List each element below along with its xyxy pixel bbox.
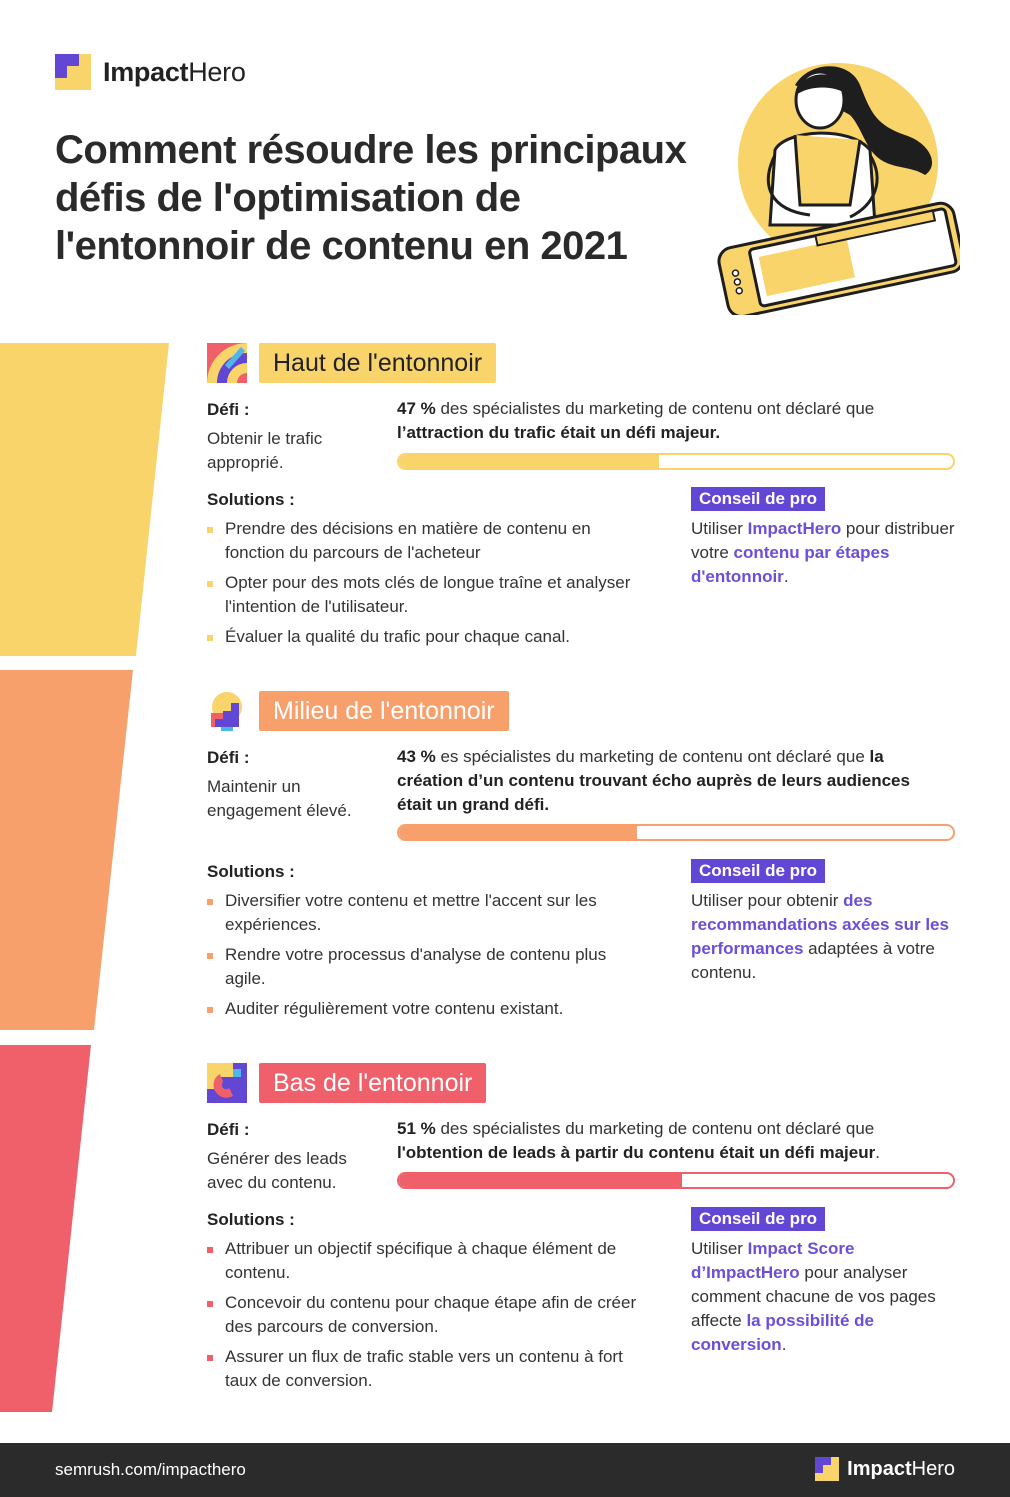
section-header [207, 691, 509, 731]
footer [0, 1443, 1010, 1497]
list-item [207, 517, 637, 565]
bullet-icon [207, 1355, 213, 1361]
stat-emphasis: l'obtention de leads à partir du contenu était un défi majeur [397, 1143, 876, 1162]
logo-text: ImpactHero [103, 56, 246, 87]
pro-tip-badge: Conseil de pro [691, 1207, 825, 1231]
list-item [207, 997, 637, 1021]
solutions-label: Solutions : [207, 1210, 295, 1229]
list-item-text: Diversifier votre contenu et mettre l'accent sur les expériences. [225, 891, 597, 934]
title-line: défis de l'optimisation de [55, 176, 521, 220]
funnel-middle-segment [0, 670, 133, 1030]
section-header [207, 343, 496, 383]
page-title [55, 126, 715, 270]
stat-body: es spécialistes du marketing de contenu ont déclaré que [435, 747, 870, 766]
pro-tip-badge: Conseil de pro [691, 487, 825, 511]
stat-percent: 51 % [397, 1119, 436, 1138]
list-item-text: Opter pour des mots clés de longue traîne et analyser l'intention de l'utilisateur. [225, 573, 631, 616]
defi-text: Obtenir le trafic approprié. [207, 429, 323, 472]
stat-end: . [875, 1143, 880, 1162]
list-item [207, 1237, 637, 1285]
footer-logo-text: ImpactHero [847, 1457, 955, 1480]
pro-tip-segment: adaptées à votre contenu. [691, 939, 935, 982]
pro-tip-segment: Utiliser pour obtenir [691, 891, 844, 910]
bullet-icon [207, 1247, 213, 1253]
defi-label: Défi : [207, 1120, 250, 1139]
pro-tip-text [691, 889, 961, 985]
lightbulb-icon [207, 691, 247, 731]
impacthero-logo-icon [55, 54, 91, 90]
target-arrow-icon [207, 343, 247, 383]
list-item-text: Évaluer la qualité du trafic pour chaque canal. [225, 627, 570, 646]
defi-label: Défi : [207, 400, 250, 419]
pro-tip-segment: . [783, 567, 789, 586]
funnel-top-segment [0, 343, 169, 656]
list-item [207, 943, 637, 991]
magnet-icon [207, 1063, 247, 1103]
section-header [207, 1063, 486, 1103]
list-item-text: Auditer régulièrement votre contenu existant. [225, 999, 564, 1018]
woman-measuring-phone-illustration [700, 55, 960, 315]
stat-text [397, 397, 957, 445]
pro-tip-link[interactable]: ImpactHero [747, 519, 842, 538]
bullet-icon [207, 527, 213, 533]
bullet-icon [207, 581, 213, 587]
title-line: l'entonnoir de contenu en 2021 [55, 224, 628, 268]
stat-emphasis: la création d’un contenu trouvant écho auprès de leurs audiences était un grand défi. [397, 747, 910, 814]
pro-tip-link[interactable]: contenu par étapes d'entonnoir [691, 543, 890, 586]
defi-label: Défi : [207, 748, 250, 767]
stat-percent: 47 % [397, 399, 436, 418]
pro-tip-segment: . [781, 1335, 787, 1354]
footer-logo[interactable] [815, 1457, 955, 1481]
pro-tip-segment: Utiliser [691, 519, 748, 538]
list-item [207, 889, 637, 937]
pro-tip-text [691, 1237, 961, 1357]
solutions-label: Solutions : [207, 490, 295, 509]
title-line: Comment résoudre les principaux [55, 128, 687, 172]
progress-fill [399, 826, 637, 839]
bullet-icon [207, 1301, 213, 1307]
list-item [207, 571, 637, 619]
stat-text [397, 1117, 942, 1165]
funnel-bottom-segment [0, 1045, 91, 1412]
stat-percent: 43 % [397, 747, 436, 766]
list-item-text: Prendre des décisions en matière de contenu en fonction du parcours de l'acheteur [225, 519, 591, 562]
progress-fill [399, 1174, 682, 1187]
pro-tip-link[interactable]: des recommandations axées sur les performances [691, 891, 949, 958]
progress-fill [399, 455, 659, 468]
list-item [207, 1291, 637, 1339]
defi-text: Maintenir un engagement élevé. [207, 777, 352, 820]
list-item [207, 625, 637, 649]
section-heading: Haut de l'entonnoir [259, 343, 496, 383]
pro-tip-segment: pour distribuer votre [691, 519, 955, 562]
pro-tip-badge: Conseil de pro [691, 859, 825, 883]
footer-url-link[interactable]: semrush.com/impacthero [55, 1460, 246, 1479]
pro-tip-link[interactable]: Impact Score d’ImpactHero [691, 1239, 855, 1282]
bullet-icon [207, 953, 213, 959]
stat-emphasis: l’attraction du trafic était un défi majeur. [397, 423, 721, 442]
progress-bar [397, 824, 955, 841]
list-item-text: Rendre votre processus d'analyse de contenu plus agile. [225, 945, 607, 988]
stat-body: des spécialistes du marketing de contenu ont déclaré que [435, 399, 875, 418]
list-item-text: Attribuer un objectif spécifique à chaque élément de contenu. [225, 1239, 617, 1282]
stat-text [397, 745, 927, 817]
section-heading: Bas de l'entonnoir [259, 1063, 486, 1103]
defi-text: Générer des leads avec du contenu. [207, 1149, 347, 1192]
pro-tip-segment: pour analyser comment chacune de vos pages affecte [691, 1263, 936, 1330]
progress-bar [397, 453, 955, 470]
bullet-icon [207, 899, 213, 905]
list-item [207, 1345, 637, 1393]
pro-tip-link[interactable]: la possibilité de conversion [691, 1311, 874, 1354]
bullet-icon [207, 635, 213, 641]
stat-body: des spécialistes du marketing de contenu ont déclaré que [435, 1119, 875, 1138]
list-item-text: Concevoir du contenu pour chaque étape afin de créer des parcours de conversion. [225, 1293, 637, 1336]
impacthero-logo[interactable] [55, 54, 246, 90]
pro-tip-segment: Utiliser [691, 1239, 748, 1258]
list-item-text: Assurer un flux de trafic stable vers un contenu à fort taux de conversion. [225, 1347, 623, 1390]
solutions-label: Solutions : [207, 862, 295, 881]
solutions-list [207, 517, 637, 655]
solutions-list [207, 889, 637, 1027]
impacthero-logo-icon [815, 1457, 839, 1481]
bullet-icon [207, 1007, 213, 1013]
section-heading: Milieu de l'entonnoir [259, 691, 509, 731]
solutions-list [207, 1237, 637, 1399]
pro-tip-text [691, 517, 961, 589]
progress-bar [397, 1172, 955, 1189]
